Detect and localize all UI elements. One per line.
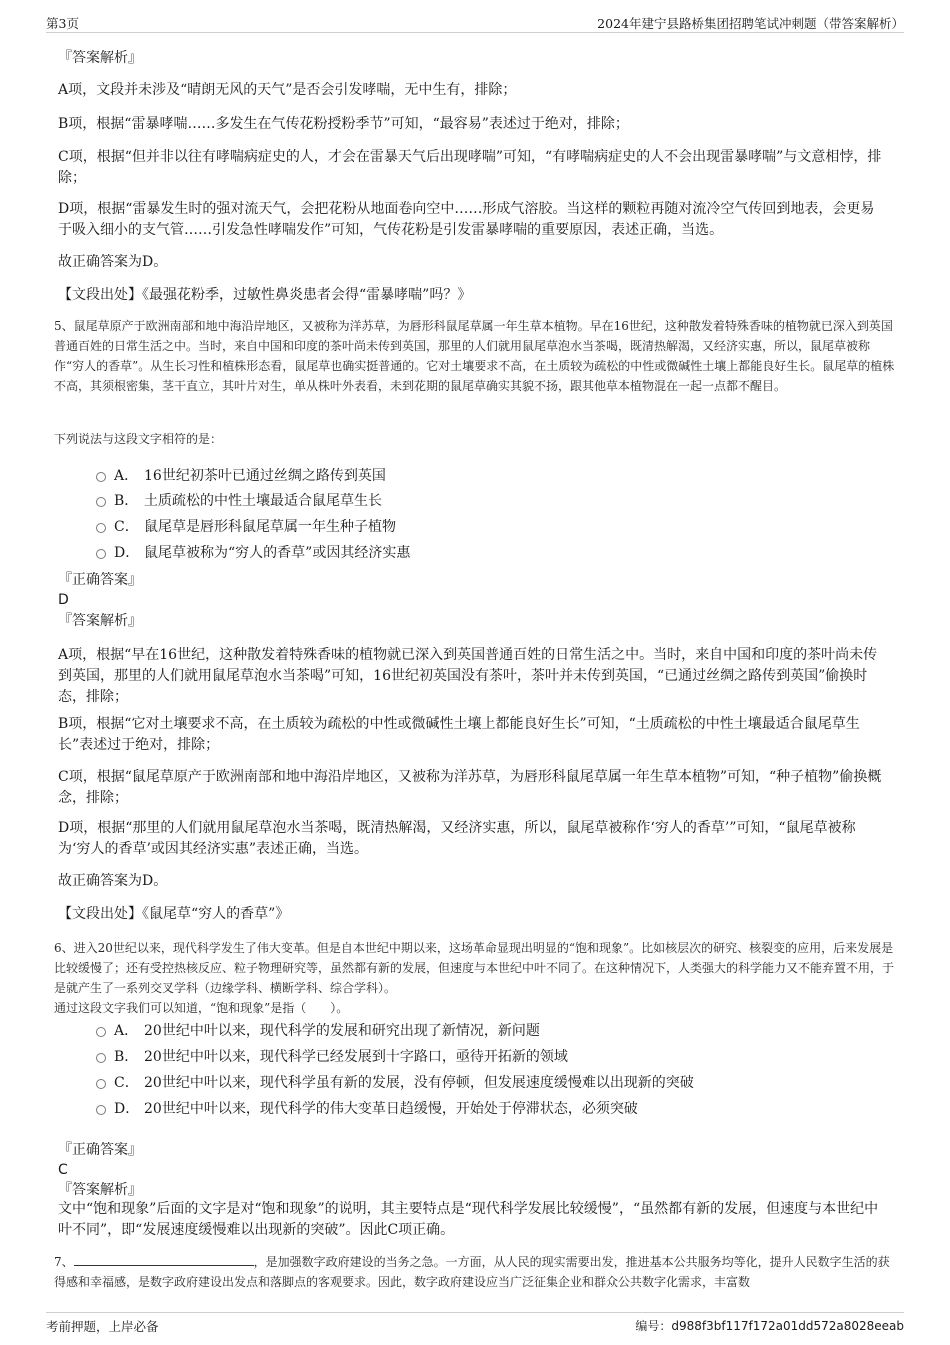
q5-option-b[interactable]: B． 土质疏松的中性土壤最适合鼠尾草生长: [96, 491, 382, 511]
footer-code: 编号：d988f3bf117f172a01dd572a8028eeab: [635, 1319, 904, 1333]
radio-icon[interactable]: [96, 1079, 106, 1089]
q6-option-b[interactable]: B． 20世纪中叶以来，现代科学已经发展到十字路口，亟待开拓新的领域: [96, 1047, 568, 1067]
q5-option-a[interactable]: A． 16世纪初茶叶已通过丝绸之路传到英国: [96, 466, 386, 486]
radio-icon[interactable]: [96, 1053, 106, 1063]
q5-question: 下列说法与这段文字相符的是：: [54, 432, 223, 446]
page-number: 第3页: [46, 16, 79, 31]
q5-conclusion: 故正确答案为D。: [58, 873, 168, 889]
q6-analysis: 文中“饱和现象”后面的文字是对“饱和现象”的说明，其主要特点是“现代科学发展比较缓慢”，“虽然都有新的发展，但速度与本世纪中叶不同”，即“发展速度缓慢难以出现新的突破”。因此C项正确。: [58, 1201, 879, 1238]
q5-analysis-b: B项，根据“它对土壤要求不高，在土质较为疏松的中性或微碱性土壤上都能良好生长”可知，“土质疏松的中性土壤最适合鼠尾草生长”表述过于绝对，排除；: [58, 716, 860, 753]
q4-analysis-d: D项，根据“雷暴发生时的强对流天气，会把花粉从地面卷向空中……形成气溶胶。当这样的颗粒再随对流冷空气传回到地表，会更易于吸入细小的支气管……引发急性哮喘发作”可知，气传花粉是引发雷暴哮喘的重要原因，表述正确，当选。: [58, 201, 875, 238]
q4-conclusion: 故正确答案为D。: [58, 254, 168, 270]
page-footer: [46, 1312, 904, 1335]
q5-analysis-d: D项，根据“那里的人们就用鼠尾草泡水当茶喝，既清热解渴，又经济实惠，所以，鼠尾草被称作‘穷人的香草’”可知，“鼠尾草被称为‘穷人的香草’或因其经济实惠”表述正确，当选。: [58, 820, 856, 857]
q4-analysis-heading: 『答案解析』: [58, 50, 142, 66]
q7-number: 7、: [54, 1255, 74, 1269]
q6-answer: C: [58, 1162, 68, 1178]
q5-source: 【文段出处】《鼠尾草“穷人的香草”》: [58, 906, 290, 922]
page-header: [46, 12, 904, 33]
q6-passage: 6、进入20世纪以来，现代科学发生了伟大变革。但是自本世纪中期以来，这场革命显现出明显的“饱和现象”。比如核层次的研究、核裂变的应用，后来发展是比较缓慢了；还有受控热核反应、粒子物理研究等，虽然都有新的发展，但速度与本世纪中叶不同了。在这种情况下，人类强大的科学能力又不能弃置不用，于是就产生了一系列交叉学科（边缘学科、横断学科、综合学科）。: [54, 941, 895, 995]
radio-icon[interactable]: [96, 523, 106, 533]
q7-text: ，是加强数字政府建设的当务之急。一方面，从人民的现实需要出发，推进基本公共服务均等化，提升人民数字生活的获得感和幸福感，是数字政府建设出发点和落脚点的客观要求。因此，数字政府建设应当广泛征集企业和群众公共数字化需求，丰富数: [54, 1255, 890, 1289]
q6-option-a[interactable]: A． 20世纪中叶以来，现代科学的发展和研究出现了新情况，新问题: [96, 1021, 540, 1041]
footer-slogan: 考前押题，上岸必备: [46, 1319, 159, 1334]
q6-analysis-heading: 『答案解析』: [58, 1182, 142, 1198]
q4-analysis-c: C项，根据“但并非以往有哮喘病症史的人，才会在雷暴天气后出现哮喘”可知，“有哮喘病症史的人不会出现雷暴哮喘”与文意相悖，排除；: [58, 149, 882, 186]
q5-option-c[interactable]: C． 鼠尾草是唇形科鼠尾草属一年生种子植物: [96, 517, 396, 537]
q5-analysis-heading: 『答案解析』: [58, 613, 142, 629]
q6-answer-heading: 『正确答案』: [58, 1142, 142, 1158]
q6-option-d[interactable]: D． 20世纪中叶以来，现代科学的伟大变革日趋缓慢，开始处于停滞状态，必须突破: [96, 1099, 638, 1119]
radio-icon[interactable]: [96, 497, 106, 507]
q5-passage: 5、鼠尾草原产于欧洲南部和地中海沿岸地区，又被称为洋苏草，为唇形科鼠尾草属一年生草本植物。早在16世纪，这种散发着特殊香味的植物就已深入到英国普通百姓的日常生活之中。当时，来自中国和印度的茶叶尚未传到英国，那里的人们就用鼠尾草泡水当茶喝，既清热解渴，又经济实惠，所以，鼠尾草被称作“穷人的香草”。从生长习性和植株形态看，鼠尾草也确实挺普通的。它对土壤要求不高，在土质较为疏松的中性或微碱性土壤上都能良好生长。鼠尾草的植株不高，其须根密集，茎干直立，其叶片对生，单从株叶外表看，未到花期的鼠尾草确实其貌不扬，跟其他草本植物混在一起一点都不醒目。: [54, 319, 895, 393]
q4-analysis-a: A项，文段并未涉及“晴朗无风的天气”是否会引发哮喘，无中生有，排除；: [58, 82, 517, 98]
radio-icon[interactable]: [96, 549, 106, 559]
q4-analysis-b: B项，根据“雷暴哮喘……多发生在气传花粉授粉季节”可知，“最容易”表述过于绝对，排除；: [58, 116, 629, 132]
radio-icon[interactable]: [96, 1027, 106, 1037]
document-title: 2024年建宁县路桥集团招聘笔试冲刺题（带答案解析）: [597, 16, 904, 31]
q5-analysis-c: C项，根据“鼠尾草原产于欧洲南部和地中海沿岸地区，又被称为洋苏草，为唇形科鼠尾草属一年生草本植物”可知，“种子植物”偷换概念，排除；: [58, 769, 882, 806]
q6-question: 通过这段文字我们可以知道，“饱和现象”是指（ ）。: [54, 1001, 349, 1015]
q7-passage: [54, 1252, 898, 1292]
q5-option-d[interactable]: D． 鼠尾草被称为“穷人的香草”或因其经济实惠: [96, 543, 410, 563]
q5-analysis-a: A项，根据“早在16世纪，这种散发着特殊香味的植物就已深入到英国普通百姓的日常生活之中。当时，来自中国和印度的茶叶尚未传到英国，那里的人们就用鼠尾草泡水当茶喝”可知，16世纪初英国没有茶叶，茶叶并未传到英国，“已通过丝绸之路传到英国”偷换时态，排除；: [58, 647, 878, 705]
q6-option-c[interactable]: C． 20世纪中叶以来，现代科学虽有新的发展，没有停顿，但发展速度缓慢难以出现新的突破: [96, 1073, 694, 1093]
q5-answer: D: [58, 592, 69, 608]
radio-icon[interactable]: [96, 472, 106, 482]
q4-source: 【文段出处】《最强花粉季，过敏性鼻炎患者会得“雷暴哮喘”吗？》: [58, 287, 472, 303]
radio-icon[interactable]: [96, 1105, 106, 1115]
q5-answer-heading: 『正确答案』: [58, 572, 142, 588]
q7-blank: [74, 1253, 254, 1266]
